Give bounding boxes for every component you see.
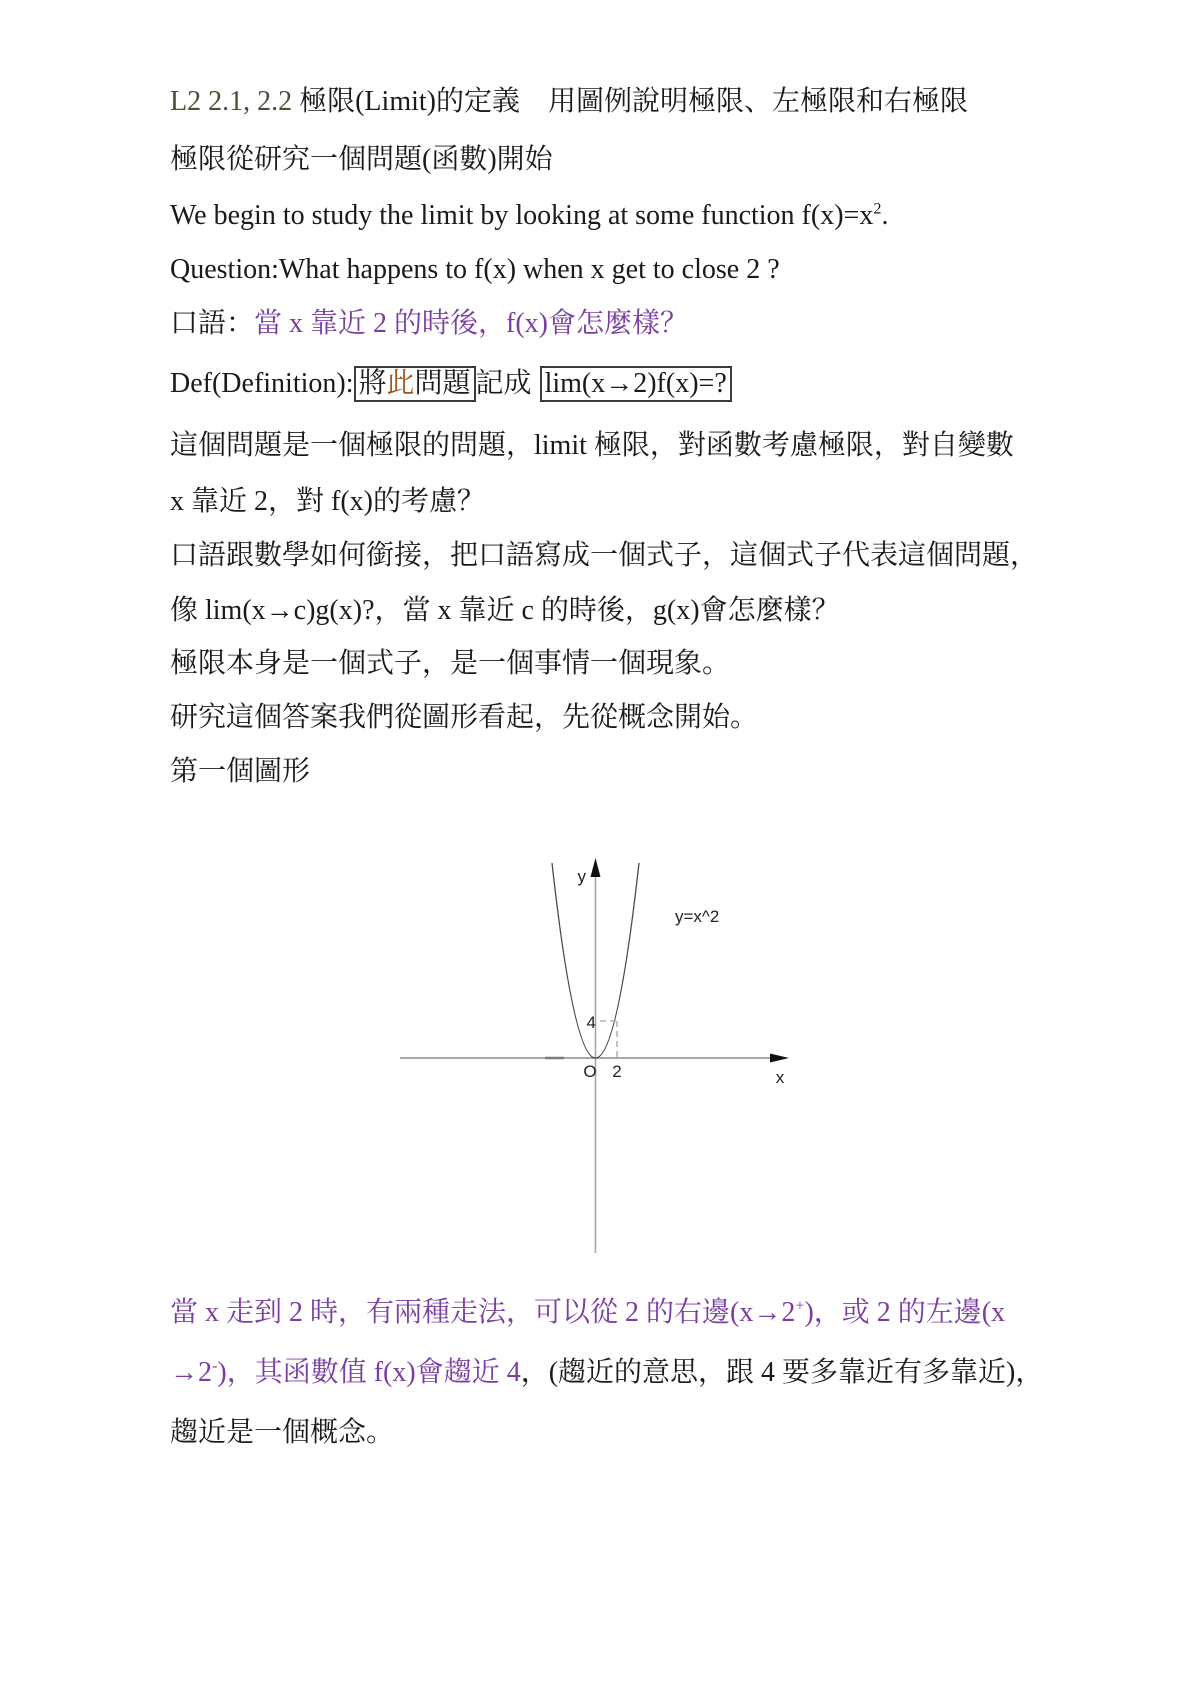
x-axis-label: x [775, 1068, 785, 1087]
colloquial-text: 當 x 靠近 2 的時後，f(x)會怎麼樣？ [254, 308, 688, 339]
definition-box-phrase [354, 366, 476, 402]
parabola-figure [340, 795, 810, 1260]
closing-line2 [170, 1355, 1043, 1390]
closing-line1-tail: )，或 2 的左邊(x [804, 1297, 1006, 1328]
paragraph-colloquial-to-math: 口語跟數學如何銜接，把口語寫成一個式子，這個式子代表這個問題， [170, 540, 1039, 571]
paragraph-limit-is-expression: 極限本身是一個式子，是一個事情一個現象。 [170, 648, 731, 679]
curve-equation-label: y=x^2 [675, 907, 720, 926]
intro-line: 極限從研究一個問題(函數)開始 [170, 144, 553, 175]
english-intro-period: . [881, 200, 889, 231]
figure-caption: 第一個圖形 [170, 756, 311, 787]
y-mark-label: 4 [586, 1013, 596, 1032]
x-axis-arrowhead-icon [770, 1054, 789, 1063]
origin-label: O [583, 1062, 597, 1081]
closing-line1 [170, 1295, 1005, 1330]
colloquial-line [170, 306, 688, 341]
definition-line [170, 366, 732, 402]
english-intro-line [170, 198, 888, 233]
colloquial-label: 口語： [170, 308, 255, 339]
closing-line2-purple-mid: )，其函數值 f(x)會趨近 4 [217, 1357, 521, 1388]
definition-box-phrase-post: 問題 [414, 368, 471, 399]
right-limit-superscript: + [795, 1296, 805, 1315]
closing-line1-text: 當 x 走到 2 時，有兩種走法，可以從 2 的右邊(x→2 [170, 1297, 796, 1328]
paragraph-study-from-graph: 研究這個答案我們從圖形看起，先從概念開始。 [170, 702, 759, 733]
definition-label: Def(Definition): [170, 368, 354, 399]
definition-box-phrase-pre: 將 [358, 368, 387, 399]
closing-line3: 趨近是一個概念。 [170, 1417, 395, 1448]
y-axis-label: y [577, 867, 586, 886]
heading-title: 極限(Limit)的定義 用圖例說明極限、左極限和右極限 [299, 86, 968, 117]
parabola-figure-svg [340, 795, 810, 1260]
x-mark-label: 2 [612, 1062, 622, 1081]
heading-line [170, 84, 968, 119]
definition-box-limit-formula: lim(x→2)f(x)=? [540, 366, 732, 402]
heading-lesson-number: L2 2.1, 2.2 [170, 86, 300, 117]
definition-box-phrase-emphasis: 此 [386, 368, 415, 399]
english-intro-text: We begin to study the limit by looking at some function f(x)=x [170, 200, 874, 231]
question-line: Question:What happens to f(x) when x get to close 2 ? [170, 254, 780, 285]
closing-line2-purple-pre: →2 [170, 1357, 212, 1388]
definition-mid-text: 記成 [475, 368, 532, 399]
paragraph-lim-example: 像 lim(x→c)g(x)?，當 x 靠近 c 的時後，g(x)會怎麼樣？ [170, 595, 840, 626]
exponent-superscript: 2 [873, 199, 882, 218]
left-limit-superscript: - [212, 1356, 218, 1375]
closing-line2-black-note: ，(趨近的意思，跟 4 要多靠近有多靠近)， [520, 1357, 1044, 1388]
paragraph-limit-problem-line1: 這個問題是一個極限的問題，limit 極限，對函數考慮極限，對自變數 [170, 430, 1014, 461]
y-axis-arrowhead-icon [591, 858, 601, 877]
paragraph-limit-problem-line2: x 靠近 2，對 f(x)的考慮？ [170, 486, 485, 517]
